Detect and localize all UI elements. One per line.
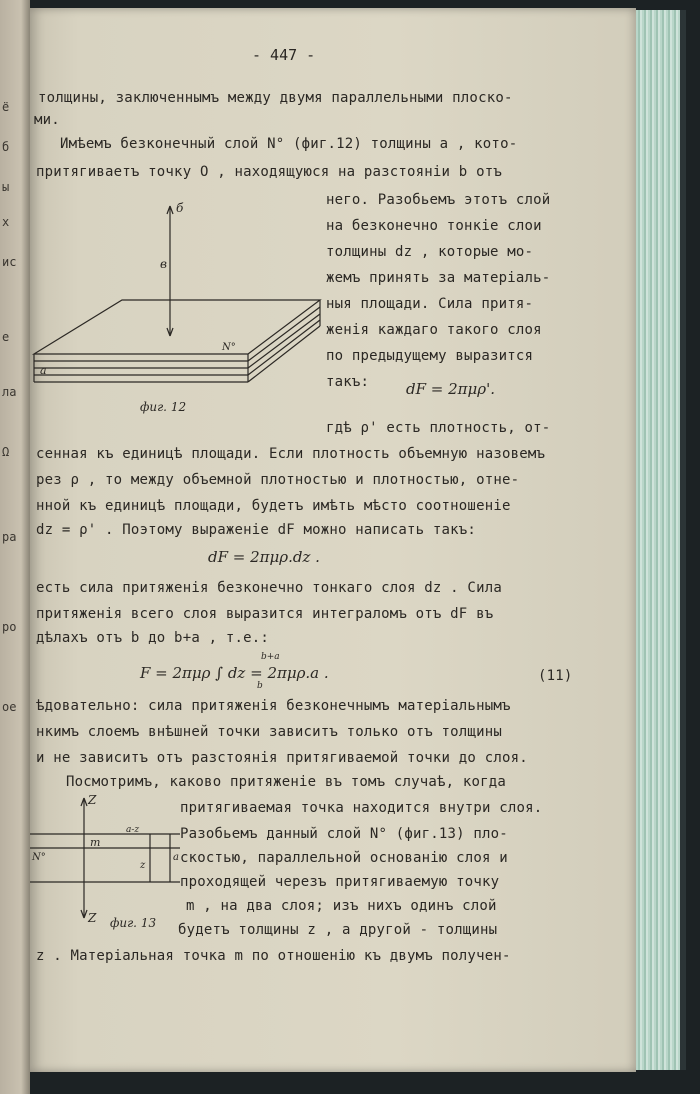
fig12-label-corner: a	[40, 364, 47, 377]
formula-3-lower-limit: b	[257, 681, 263, 691]
left-page-edge	[0, 0, 30, 1094]
text-line: z . Матеріальная точка m по отношенію къ двумъ получен-	[36, 948, 511, 964]
fig13-label-m: m	[90, 836, 101, 849]
text-line: рез ρ , то между объемной плотностью и плотностью, отне-	[36, 472, 520, 488]
text-line: такъ:	[326, 374, 370, 390]
fig13-label-a2: a	[173, 852, 179, 863]
book-page	[30, 8, 636, 1072]
formula-3-upper-limit: b+a	[261, 652, 280, 662]
text-line: притяженія всего слоя выразится интеграломъ отъ dF въ	[36, 606, 494, 622]
text-line: ныя площади. Сила притя-	[326, 296, 534, 312]
fig13-label-n: N°	[32, 852, 46, 863]
text-line: сенная къ единицѣ площади. Если плотность объемную назовемъ	[36, 446, 546, 462]
text-line: него. Разобьемъ этотъ слой	[326, 192, 551, 208]
text-line: Разобьемъ данный слой N° (фиг.13) пло-	[180, 826, 508, 842]
figure-12	[30, 196, 330, 421]
margin-glyph: ла	[2, 385, 17, 399]
text-line: скостью, параллельной основанію слоя и	[180, 850, 508, 866]
text-line: притягиваетъ точку O , находящуюся на разстояніи b отъ	[36, 164, 502, 180]
margin-glyph: Ω	[2, 445, 10, 459]
text-line: dz = ρ' . Поэтому выраженіе dF можно написать такъ:	[36, 522, 477, 538]
margin-glyph: x	[2, 215, 10, 229]
book-edge	[636, 10, 686, 1070]
text-line: m , на два слоя; изъ нихъ одинъ слой	[186, 898, 497, 914]
text-line: проходящей черезъ притягиваемую точку	[180, 874, 500, 890]
text-line: нной къ единицѣ площади, будетъ имѣть мѣсто соотношеніе	[36, 498, 511, 514]
text-line: и не зависитъ отъ разстоянія притягиваемой точки до слоя.	[36, 750, 528, 766]
formula-1: dF = 2πμρ'.	[406, 380, 495, 398]
margin-glyph: ро	[2, 620, 17, 634]
formula-3: F = 2πμρ ∫ dz = 2πμρ.a .	[140, 664, 329, 682]
margin-glyph: ое	[2, 700, 17, 714]
text-line: ѣдовательно: сила притяженія безконечнымъ матеріальнымъ	[36, 698, 511, 714]
text-line: есть сила притяженія безконечно тонкаго слоя dz . Сила	[36, 580, 502, 596]
fig12-label-surface: N°	[222, 342, 236, 353]
fig13-label-a: a-z	[126, 825, 140, 835]
margin-glyph: ё	[2, 100, 10, 114]
fig13-label-top: Z	[88, 793, 97, 807]
text-line: будетъ толщины z , а другой - толщины	[178, 922, 498, 938]
figure-12-caption: фиг. 12	[140, 400, 187, 414]
margin-glyph: е	[2, 330, 10, 344]
formula-2: dF = 2πμρ.dz .	[208, 548, 320, 566]
text-line: нкимъ слоемъ внѣшней точки зависитъ только отъ толщины	[36, 724, 502, 740]
text-line: Посмотримъ, каково притяженіе въ томъ случаѣ, когда	[66, 774, 507, 790]
text-line: Имѣемъ безконечный слой N° (фиг.12) толщины a , кото-	[60, 136, 518, 152]
page-number: - 447 -	[252, 46, 316, 64]
text-line: на безконечно тонкіе слои	[326, 218, 542, 234]
figure-13	[30, 790, 190, 930]
figure-13-caption: фиг. 13	[110, 916, 157, 930]
margin-glyph: ис	[2, 255, 17, 269]
equation-number: (11)	[538, 668, 573, 684]
fig12-label-top: б	[176, 201, 184, 215]
text-line: дѣлахъ отъ b до b+a , т.е.:	[36, 630, 269, 646]
text-line: женія каждаго такого слоя	[326, 322, 542, 338]
fig13-label-z: z	[140, 860, 146, 871]
text-line: ми.	[34, 112, 60, 128]
text-line: по предыдущему выразится	[326, 348, 534, 364]
text-line: притягиваемая точка находится внутри слоя.	[180, 800, 543, 816]
fig12-label-mid: в	[160, 257, 167, 271]
text-line: жемъ принять за матеріаль-	[326, 270, 551, 286]
text-line: гдѣ ρ' есть плотность, от-	[326, 420, 551, 436]
margin-glyph: ы	[2, 180, 10, 194]
text-line: толщины dz , которые мо-	[326, 244, 534, 260]
fig13-label-bottom: Z	[88, 911, 97, 925]
text-line: толщины, заключеннымъ между двумя параллельными плоско-	[38, 90, 513, 106]
margin-glyph: б	[2, 140, 10, 154]
margin-glyph: ра	[2, 530, 17, 544]
